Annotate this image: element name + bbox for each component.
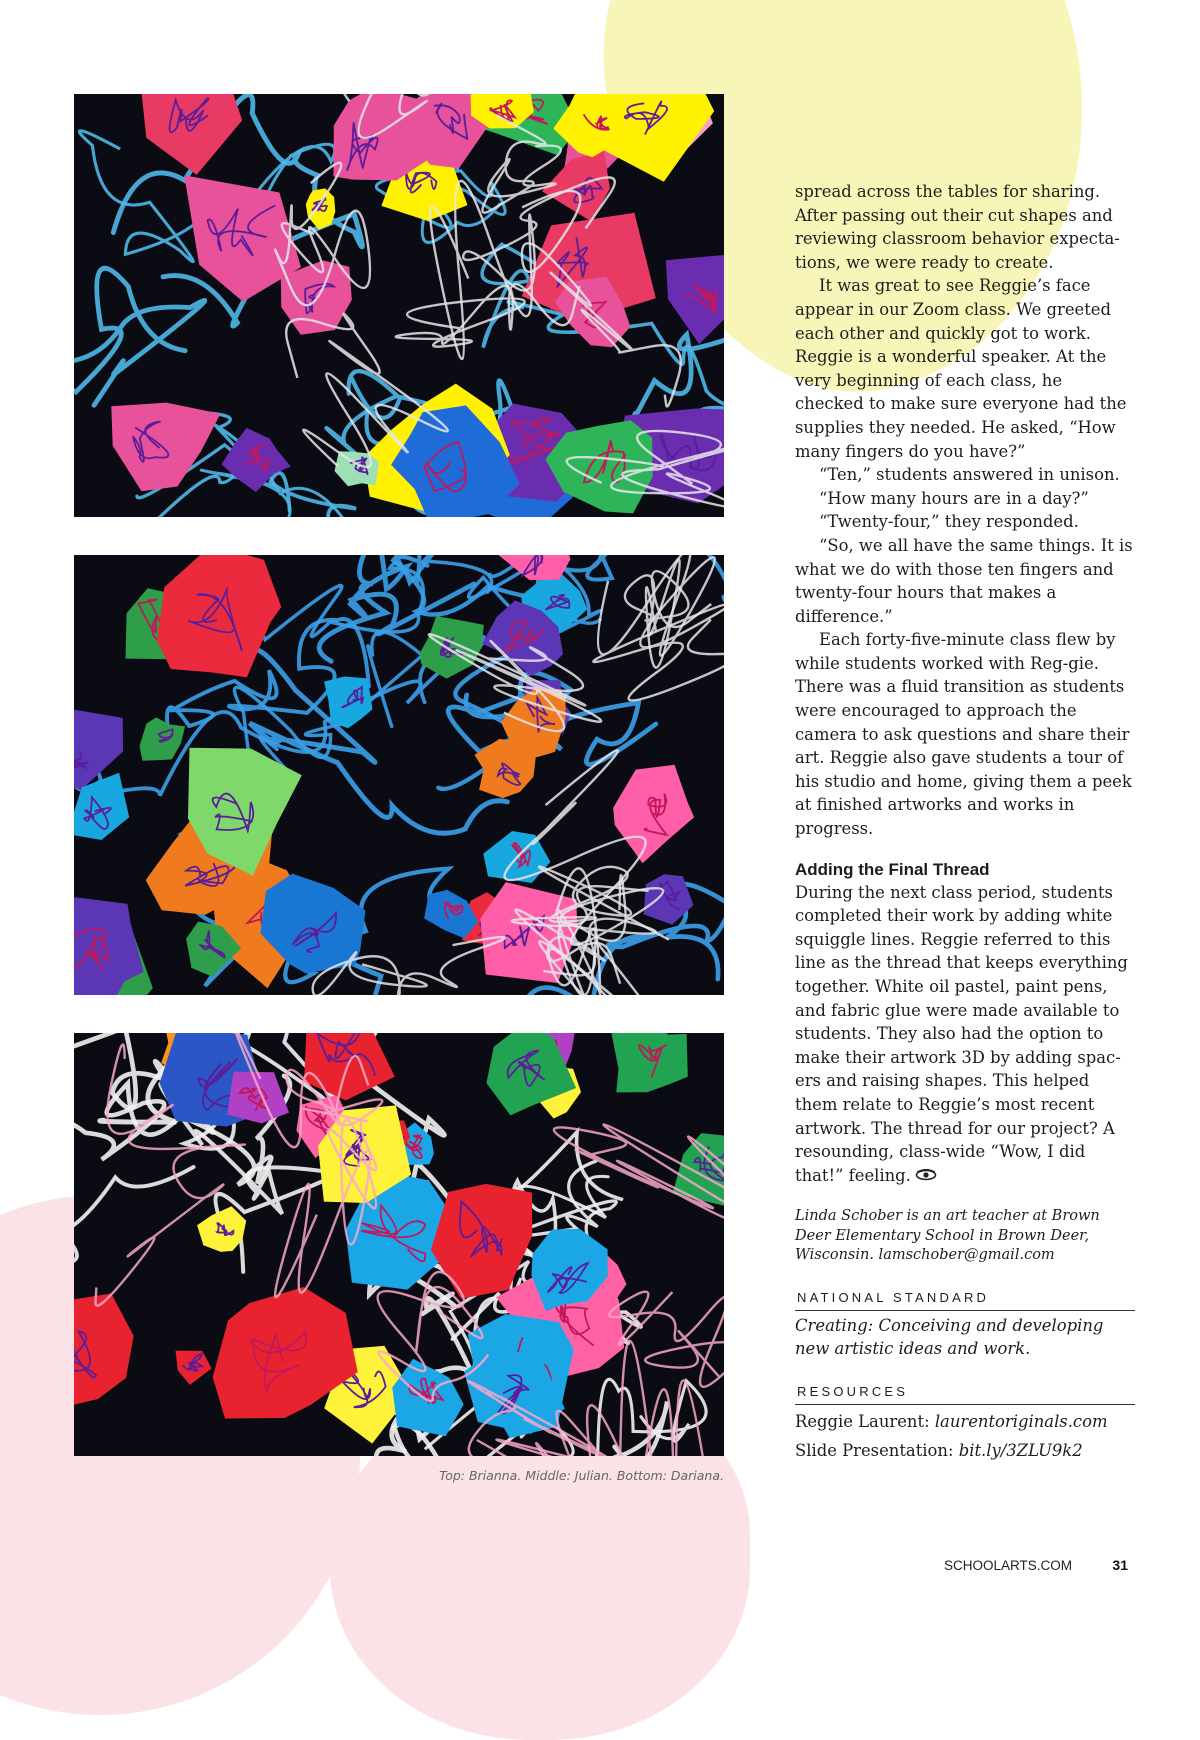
section-paragraph [795, 881, 1135, 1190]
resources-list [795, 1407, 1135, 1465]
resource-name: Reggie Laurent: [795, 1411, 930, 1431]
artwork-top-image [74, 94, 724, 517]
body-paragraph-7: Each forty-five-minute class flew by while students worked with Reg-gie. There was a fluid transition as students were encouraged to approach the camera to ask questions and share their art. Reggie also gave students a tour of his studio and home, giving them a peek at finished artworks and works in progress. [795, 630, 1132, 839]
artwork-bottom-image [74, 1033, 724, 1456]
resource-link[interactable]: bit.ly/3ZLU9k2 [958, 1440, 1083, 1460]
body-paragraph-6: “So, we all have the same things. It is what we do with those ten fingers and twenty-four hours that makes a difference.” [795, 535, 1133, 626]
page-number: 31 [1112, 1557, 1128, 1573]
author-bio: Linda Schober is an art teacher at Brown Deer Elementary School in Brown Deer, Wisconsin. lamschober@gmail.com [795, 1208, 1100, 1264]
article-column [795, 180, 1135, 1465]
footer-site[interactable]: SCHOOLARTS.COM [943, 1558, 1072, 1573]
schoolarts-end-mark-icon [915, 1166, 937, 1190]
section-paragraph-text: During the next class period, students completed their work by adding white squiggle lines. Reggie referred to this line as the thread that keeps everything together. White oil pastel, paint pens, and fabric glue were made available to students. They also had the option to make their artwork 3D by adding spac-ers and raising shapes. This helped them relate to Reggie’s most recent artwork. The thread for our project? A resounding, class-wide “Wow, I did that!” feeling. [795, 882, 1128, 1185]
body-paragraph-5: “Twenty-four,” they responded. [819, 512, 1079, 532]
image-caption: Top: Brianna. Middle: Julian. Bottom: Dariana. [439, 1468, 724, 1483]
resources-label: RESOURCES [795, 1382, 1135, 1405]
artwork-middle-image [74, 555, 724, 995]
body-paragraph-4: “How many hours are in a day?” [819, 488, 1089, 508]
resource-name: Slide Presentation: [795, 1440, 954, 1460]
resource-link[interactable]: laurentoriginals.com [934, 1411, 1108, 1431]
national-standard-text: Creating: Conceiving and developing new artistic ideas and work. [795, 1315, 1104, 1358]
body-paragraph-1: spread across the tables for sharing. After passing out their cut shapes and reviewing classroom behavior expecta-tions, we were ready to create. [795, 182, 1120, 272]
section-heading: Adding the Final Thread [795, 859, 990, 879]
body-paragraph-3: “Ten,” students answered in unison. [819, 465, 1120, 485]
body-paragraph-2: It was great to see Reggie’s face appear in our Zoom class. We greeted each other and quickly got to work. Reggie is a wonderful speaker. At the very beginning of each class, he checked to make sure everyone had the supplies they needed. He asked, “How many fingers do you have?” [795, 276, 1127, 461]
national-standard-label: NATIONAL STANDARD [795, 1288, 1135, 1311]
